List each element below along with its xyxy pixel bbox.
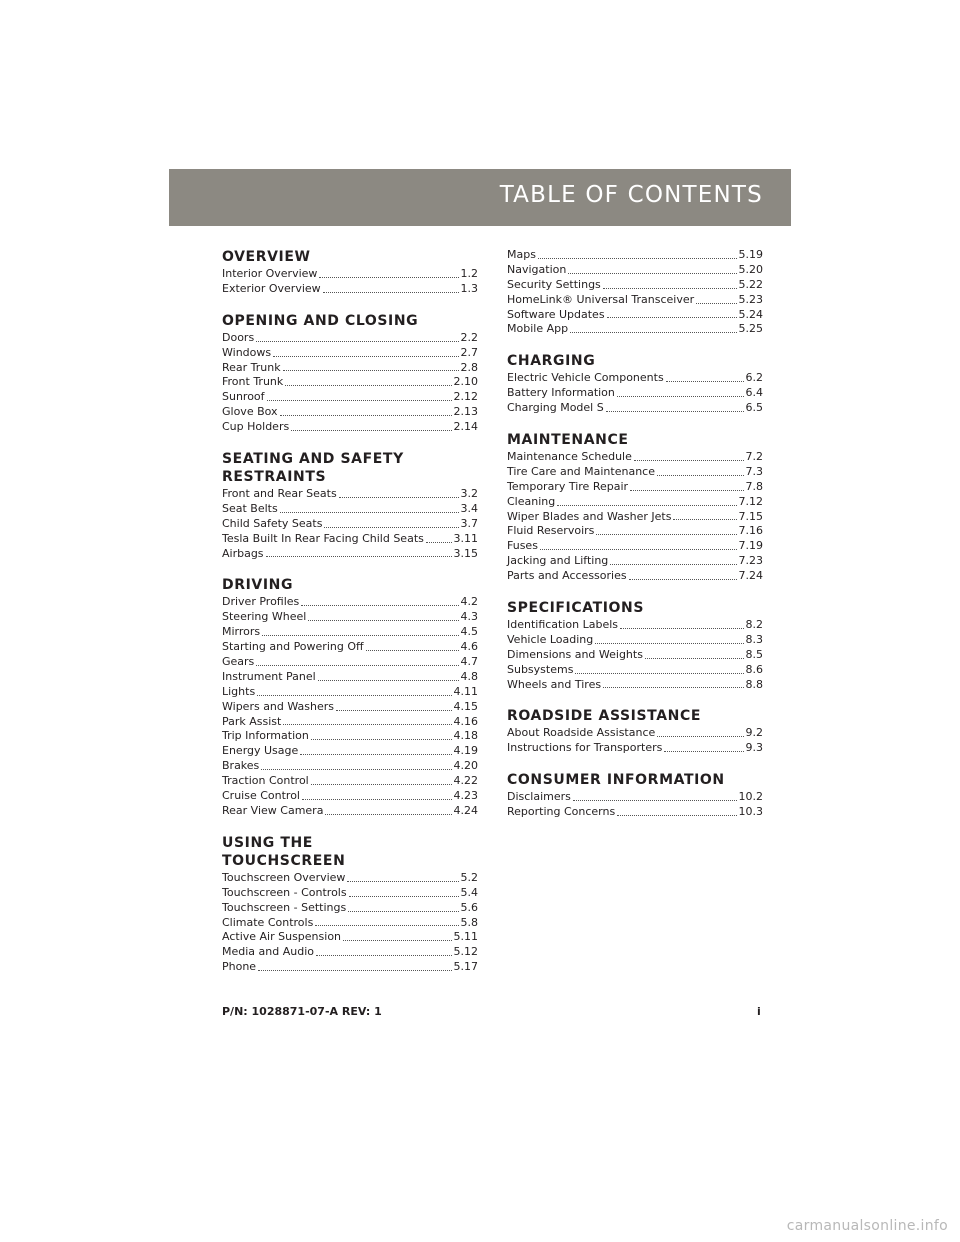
dot-leader (311, 738, 452, 740)
toc-entry[interactable] (222, 517, 478, 532)
section-title: MAINTENANCE (507, 432, 629, 449)
section-title: SEATING AND SAFETY RESTRAINTS (222, 451, 404, 486)
toc-entry-page: 10.3 (738, 805, 763, 819)
toc-entry-title: Active Air Suspension (222, 930, 342, 944)
dot-leader (538, 257, 737, 259)
toc-entry-title: Steering Wheel (222, 610, 307, 624)
dot-leader (570, 331, 736, 333)
toc-entry[interactable] (222, 361, 478, 376)
toc-entry-page: 4.6 (460, 640, 478, 654)
toc-entry-page: 5.11 (453, 930, 478, 944)
dot-leader (343, 939, 451, 941)
toc-entry[interactable] (507, 495, 763, 510)
toc-entry-title: Brakes (222, 759, 260, 773)
dot-leader (339, 496, 459, 498)
toc-entry[interactable] (222, 655, 478, 670)
toc-entry-title: Sunroof (222, 390, 265, 404)
toc-entry-page: 7.16 (738, 524, 763, 538)
header-bar (169, 169, 791, 226)
toc-entry[interactable] (507, 248, 763, 263)
toc-entry-page: 3.15 (453, 546, 478, 560)
toc-entry[interactable] (507, 510, 763, 525)
toc-entry-page: 4.15 (453, 699, 478, 713)
toc-entry-title: Lights (222, 684, 256, 698)
toc-entry[interactable] (222, 502, 478, 517)
dot-leader (316, 954, 452, 956)
toc-entry-title: Windows (222, 345, 272, 359)
toc-entry-page: 4.2 (460, 595, 478, 609)
dot-leader (568, 272, 736, 274)
toc-entry-title: Identification Labels (507, 618, 619, 632)
toc-entry-page: 5.8 (460, 915, 478, 929)
toc-entry[interactable] (507, 293, 763, 308)
toc-section (222, 312, 478, 435)
toc-entry-page: 8.6 (745, 662, 763, 676)
toc-entry[interactable] (507, 308, 763, 323)
toc-entry-title: Wipers and Washers (222, 699, 335, 713)
toc-entry[interactable] (507, 678, 763, 693)
toc-entry-title: Climate Controls (222, 915, 314, 929)
toc-entry[interactable] (222, 759, 478, 774)
toc-entry-title: Cup Holders (222, 420, 290, 434)
toc-entry-page: 4.20 (453, 759, 478, 773)
toc-entry-title: Cleaning (507, 494, 556, 508)
toc-entry[interactable] (222, 945, 478, 960)
dot-leader (664, 750, 743, 752)
dot-leader (645, 657, 744, 659)
toc-entry[interactable] (222, 331, 478, 346)
toc-entry[interactable] (222, 930, 478, 945)
toc-entry[interactable] (507, 539, 763, 554)
dot-leader (266, 555, 452, 557)
toc-entry-page: 4.8 (460, 669, 478, 683)
toc-entry-title: Child Safety Seats (222, 516, 323, 530)
toc-column-right (507, 248, 763, 820)
dot-leader (291, 429, 451, 431)
dot-leader (595, 642, 743, 644)
toc-entry-page: 5.20 (738, 262, 763, 276)
toc-entry[interactable] (222, 685, 478, 700)
toc-entry-title: Front Trunk (222, 375, 284, 389)
toc-entry[interactable] (222, 960, 478, 975)
toc-entry-page: 4.3 (460, 610, 478, 624)
toc-entry[interactable] (222, 700, 478, 715)
dot-leader (634, 459, 744, 461)
toc-entry-title: Airbags (222, 546, 264, 560)
dot-leader (573, 799, 737, 801)
section-title: CHARGING (507, 353, 596, 370)
page-title: TABLE OF CONTENTS (499, 182, 763, 208)
toc-entry-title: Electric Vehicle Components (507, 371, 664, 385)
toc-entry-title: Disclaimers (507, 790, 571, 804)
watermark: carmanualsonline.info (786, 1218, 948, 1234)
toc-entry-page: 5.24 (738, 307, 763, 321)
page-number: i (757, 1005, 761, 1018)
toc-entry[interactable] (222, 547, 478, 562)
toc-entry-title: Charging Model S (507, 401, 604, 415)
toc-entry-title: Media and Audio (222, 945, 314, 959)
toc-entry-page: 7.12 (738, 494, 763, 508)
toc-entry-page: 10.2 (738, 790, 763, 804)
toc-entry[interactable] (222, 640, 478, 655)
toc-entry[interactable] (507, 633, 763, 648)
toc-entry[interactable] (507, 465, 763, 480)
toc-entry-page: 8.5 (745, 647, 763, 661)
dot-leader (256, 340, 458, 342)
toc-entry-page: 7.3 (745, 464, 763, 478)
toc-entry-title: Jacking and Lifting (507, 554, 609, 568)
toc-entry[interactable] (507, 569, 763, 584)
toc-entry[interactable] (507, 648, 763, 663)
toc-entry-title: Reporting Concerns (507, 805, 616, 819)
toc-entry-title: Navigation (507, 262, 567, 276)
dot-leader (301, 604, 458, 606)
toc-entry-page: 5.2 (460, 870, 478, 884)
toc-entry-title: Interior Overview (222, 267, 318, 280)
toc-entry[interactable] (507, 278, 763, 293)
toc-section (507, 431, 763, 584)
dot-leader (318, 679, 459, 681)
toc-entry-title: Parts and Accessories (507, 569, 627, 583)
toc-entry-title: Maps (507, 248, 536, 261)
toc-entry[interactable] (507, 790, 763, 805)
dot-leader (308, 619, 458, 621)
toc-entry[interactable] (507, 663, 763, 678)
toc-entry-page: 3.7 (460, 516, 478, 530)
dot-leader (311, 783, 452, 785)
toc-entry-title: Tire Care and Maintenance (507, 464, 655, 478)
toc-entry-page: 2.2 (460, 330, 478, 344)
toc-entry[interactable] (222, 804, 478, 819)
section-title: USING THE TOUCHSCREEN (222, 834, 346, 869)
toc-entry-title: Software Updates (507, 307, 605, 321)
toc-section (507, 352, 763, 416)
toc-entry-title: Traction Control (222, 774, 309, 788)
dot-leader (607, 316, 737, 318)
dot-leader (620, 627, 743, 629)
toc-entry-title: Rear Trunk (222, 360, 281, 374)
dot-leader (557, 504, 736, 506)
dot-leader (256, 664, 458, 666)
toc-entry-page: 8.8 (745, 677, 763, 691)
toc-entry-page: 7.19 (738, 539, 763, 553)
toc-entry-title: Touchscreen - Controls (222, 885, 347, 899)
toc-entry-page: 4.16 (453, 714, 478, 728)
toc-entry-title: Vehicle Loading (507, 632, 594, 646)
toc-entry-title: Gears (222, 655, 255, 669)
toc-entry[interactable] (507, 401, 763, 416)
toc-entry-page: 1.2 (460, 267, 478, 280)
toc-entry[interactable] (507, 805, 763, 820)
toc-entry-page: 5.12 (453, 945, 478, 959)
toc-entry-title: Mirrors (222, 625, 261, 639)
toc-entry-title: Battery Information (507, 386, 615, 400)
toc-entry-page: 4.11 (453, 684, 478, 698)
toc-section (507, 771, 763, 820)
toc-entry[interactable] (222, 871, 478, 886)
dot-leader (273, 355, 458, 357)
toc-entry-page: 3.11 (453, 531, 478, 545)
dot-leader (315, 924, 458, 926)
toc-entry[interactable] (222, 595, 478, 610)
toc-entry[interactable] (507, 726, 763, 741)
toc-entry[interactable] (222, 532, 478, 547)
dot-leader (262, 634, 458, 636)
toc-entry-page: 7.24 (738, 569, 763, 583)
dot-leader (426, 541, 452, 543)
toc-entry-page: 2.7 (460, 345, 478, 359)
toc-entry[interactable] (222, 886, 478, 901)
section-title: OVERVIEW (222, 249, 311, 265)
toc-entry[interactable] (222, 774, 478, 789)
toc-entry[interactable] (507, 524, 763, 539)
dot-leader (366, 649, 459, 651)
toc-entry[interactable] (222, 487, 478, 502)
dot-leader (285, 384, 451, 386)
toc-entry[interactable] (222, 916, 478, 931)
dot-leader (629, 578, 737, 580)
toc-entry[interactable] (222, 610, 478, 625)
dot-leader (603, 686, 743, 688)
toc-section (507, 599, 763, 692)
dot-leader (666, 380, 744, 382)
toc-entry-title: Temporary Tire Repair (507, 479, 629, 493)
dot-leader (603, 287, 737, 289)
toc-entry-page: 5.17 (453, 960, 478, 974)
toc-entry-title: Fuses (507, 539, 538, 553)
dot-leader (325, 813, 451, 815)
dot-leader (596, 533, 736, 535)
section-title: CONSUMER INFORMATION (507, 772, 725, 789)
dot-leader (540, 548, 737, 550)
section-title: SPECIFICATIONS (507, 600, 645, 617)
toc-entry-title: Dimensions and Weights (507, 647, 643, 661)
toc-entry-page: 7.15 (738, 509, 763, 523)
toc-entry-page: 7.2 (745, 450, 763, 464)
dot-leader (257, 694, 451, 696)
toc-entry-title: Front and Rear Seats (222, 487, 337, 501)
toc-section (222, 450, 478, 561)
dot-leader (323, 291, 459, 293)
dot-leader (348, 910, 458, 912)
dot-leader (606, 410, 744, 412)
toc-entry-page: 4.19 (453, 744, 478, 758)
toc-entry-page: 6.5 (745, 401, 763, 415)
toc-entry-page: 8.2 (745, 618, 763, 632)
dot-leader (336, 709, 451, 711)
dot-leader (673, 518, 736, 520)
toc-entry[interactable] (222, 405, 478, 420)
toc-entry-title: Cruise Control (222, 789, 300, 803)
toc-entry[interactable] (222, 420, 478, 435)
toc-entry-page: 5.23 (738, 292, 763, 306)
toc-entry-page: 4.7 (460, 655, 478, 669)
toc-entry-title: Energy Usage (222, 744, 299, 758)
dot-leader (324, 526, 458, 528)
dot-leader (575, 672, 743, 674)
toc-entry[interactable] (507, 371, 763, 386)
toc-entry[interactable] (222, 625, 478, 640)
toc-entry-page: 8.3 (745, 632, 763, 646)
toc-entry-page: 7.8 (745, 479, 763, 493)
toc-entry[interactable] (222, 670, 478, 685)
toc-entry-title: Subsystems (507, 662, 574, 676)
dot-leader (267, 399, 452, 401)
toc-entry-title: Glove Box (222, 405, 278, 419)
toc-entry-page: 6.2 (745, 371, 763, 385)
dot-leader (283, 369, 459, 371)
toc-entry[interactable] (507, 450, 763, 465)
toc-entry-title: Mobile App (507, 322, 569, 336)
toc-entry-title: Trip Information (222, 729, 309, 743)
toc-entry-title: Security Settings (507, 277, 601, 291)
toc-entry[interactable] (507, 263, 763, 278)
toc-entry-title: Rear View Camera (222, 803, 324, 817)
toc-entry-title: Driver Profiles (222, 595, 300, 609)
toc-section (222, 248, 478, 297)
toc-entry-title: Starting and Powering Off (222, 640, 364, 654)
toc-entry-title: Phone (222, 960, 257, 974)
toc-entry-page: 4.5 (460, 625, 478, 639)
toc-entry-page: 4.24 (453, 803, 478, 817)
dot-leader (283, 723, 451, 725)
toc-entry-title: Wiper Blades and Washer Jets (507, 509, 672, 523)
toc-entry-page: 5.19 (738, 248, 763, 261)
toc-section (222, 576, 478, 818)
toc-entry-title: Maintenance Schedule (507, 450, 632, 464)
dot-leader (630, 489, 743, 491)
toc-entry[interactable] (222, 901, 478, 916)
dot-leader (280, 511, 459, 513)
toc-entry-page: 2.8 (460, 360, 478, 374)
section-title: OPENING AND CLOSING (222, 312, 419, 329)
toc-entry[interactable] (222, 267, 478, 282)
toc-entry-page: 3.2 (460, 487, 478, 501)
toc-entry-page: 5.25 (738, 322, 763, 336)
dot-leader (696, 302, 736, 304)
toc-entry-title: Wheels and Tires (507, 677, 602, 691)
dot-leader (617, 395, 744, 397)
toc-entry[interactable] (507, 741, 763, 756)
toc-entry-page: 2.10 (453, 375, 478, 389)
toc-section (222, 834, 478, 975)
toc-entry-page: 4.22 (453, 774, 478, 788)
toc-entry[interactable] (222, 789, 478, 804)
part-number: P/N: 1028871-07-A REV: 1 (222, 1005, 382, 1018)
dot-leader (347, 880, 458, 882)
toc-entry-title: Instructions for Transporters (507, 741, 663, 755)
toc-entry-title: HomeLink® Universal Transceiver (507, 292, 695, 306)
toc-entry-page: 3.4 (460, 501, 478, 515)
toc-entry-title: About Roadside Assistance (507, 726, 656, 740)
toc-entry-page: 2.12 (453, 390, 478, 404)
toc-entry-page: 1.3 (460, 281, 478, 295)
toc-entry-title: Doors (222, 330, 255, 344)
toc-entry[interactable] (507, 480, 763, 495)
dot-leader (280, 414, 452, 416)
dot-leader (261, 768, 451, 770)
toc-entry[interactable] (507, 386, 763, 401)
toc-entry-page: 2.13 (453, 405, 478, 419)
toc-entry[interactable] (222, 375, 478, 390)
toc-entry[interactable] (507, 618, 763, 633)
toc-entry-title: Park Assist (222, 714, 282, 728)
toc-entry[interactable] (222, 729, 478, 744)
dot-leader (657, 474, 744, 476)
toc-entry-page: 2.14 (453, 420, 478, 434)
toc-entry[interactable] (222, 390, 478, 405)
toc-column-left (222, 248, 478, 975)
toc-entry-title: Instrument Panel (222, 669, 316, 683)
dot-leader (610, 563, 736, 565)
section-title: ROADSIDE ASSISTANCE (507, 708, 702, 725)
dot-leader (302, 798, 452, 800)
toc-entry[interactable] (222, 715, 478, 730)
toc-entry-page: 5.22 (738, 277, 763, 291)
dot-leader (349, 895, 459, 897)
toc-section (507, 707, 763, 756)
toc-entry-title: Touchscreen - Settings (222, 900, 347, 914)
toc-entry-page: 4.23 (453, 789, 478, 803)
toc-entry[interactable] (222, 346, 478, 361)
dot-leader (319, 276, 458, 278)
toc-entry-title: Exterior Overview (222, 281, 321, 295)
toc-entry-page: 4.18 (453, 729, 478, 743)
toc-entry[interactable] (507, 322, 763, 337)
toc-section (507, 248, 763, 337)
toc-entry[interactable] (222, 744, 478, 759)
dot-leader (258, 969, 451, 971)
toc-entry-page: 9.3 (745, 741, 763, 755)
toc-entry-page: 5.4 (460, 885, 478, 899)
toc-entry-page: 7.23 (738, 554, 763, 568)
toc-entry[interactable] (222, 282, 478, 297)
toc-entry-page: 5.6 (460, 900, 478, 914)
toc-entry-page: 6.4 (745, 386, 763, 400)
toc-entry-title: Fluid Reservoirs (507, 524, 595, 538)
toc-entry-title: Tesla Built In Rear Facing Child Seats (222, 531, 424, 545)
dot-leader (657, 735, 743, 737)
toc-entry-title: Touchscreen Overview (222, 870, 346, 884)
section-title: DRIVING (222, 577, 294, 594)
toc-entry-title: Seat Belts (222, 501, 278, 515)
toc-entry-page: 9.2 (745, 726, 763, 740)
dot-leader (617, 814, 736, 816)
toc-entry[interactable] (507, 554, 763, 569)
dot-leader (300, 753, 451, 755)
